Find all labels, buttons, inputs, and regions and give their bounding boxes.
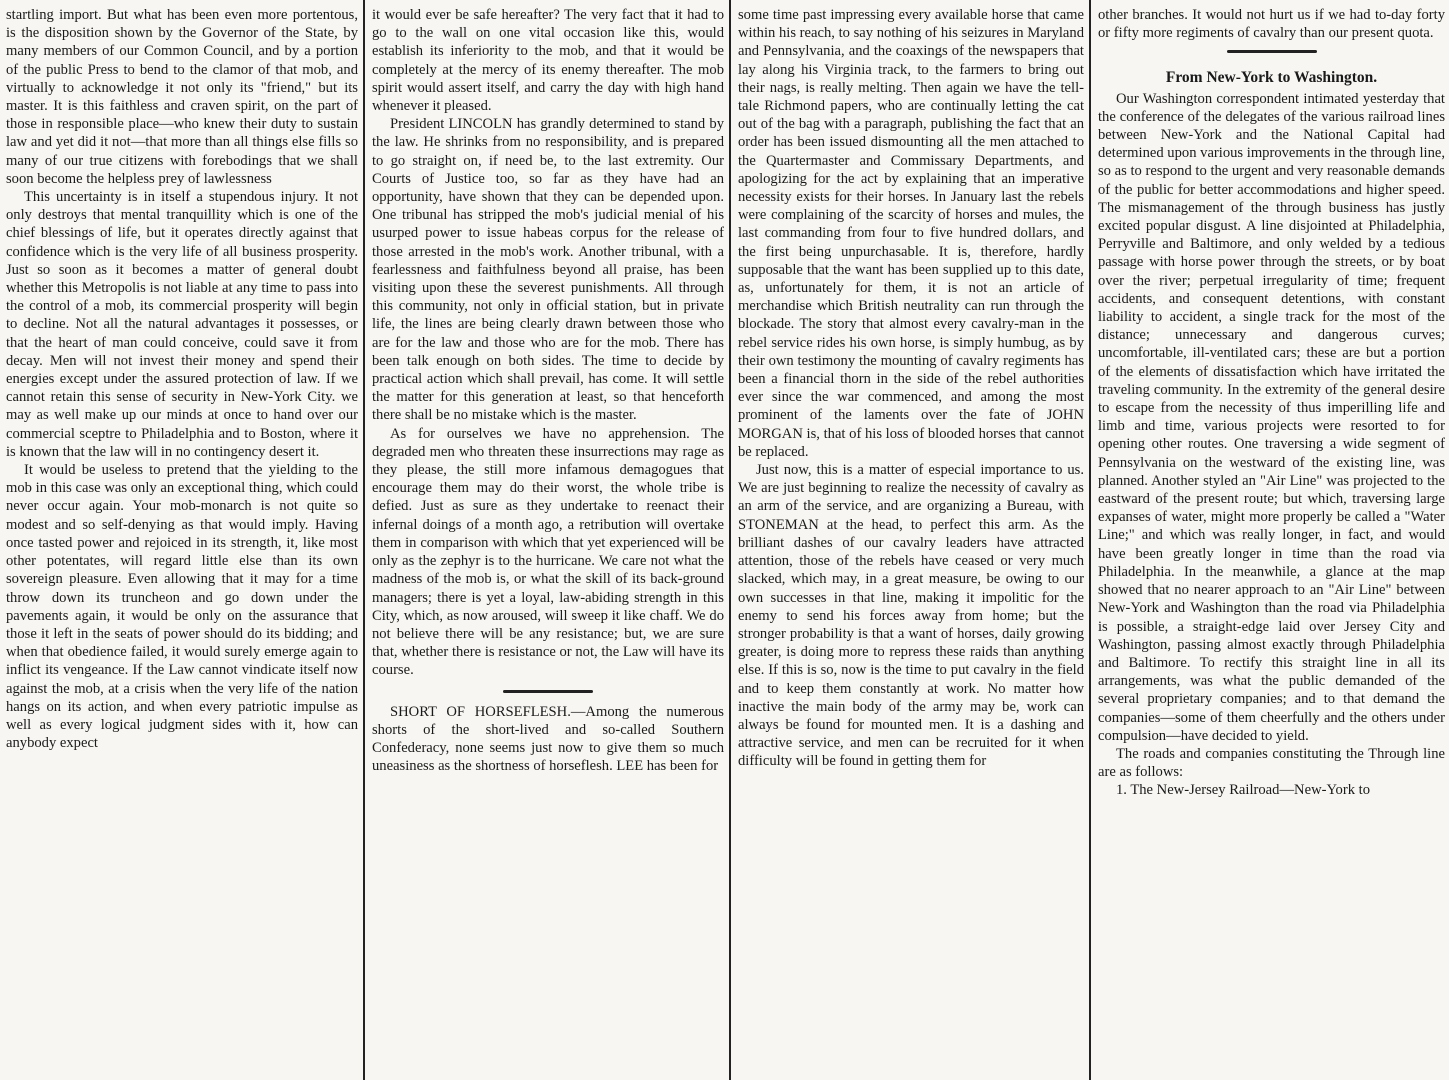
article-paragraph: As for ourselves we have no apprehension. The degraded men who threaten these insurrections may rage as they please, the still more infamous demagogues that encourage them may do their worst, the whole tribe is defied. Just as sure as they undertake to reenact their infernal doings of a month ago, a retribution will overtake them in comparison with which that yet experienced will be only as the zephyr is to the hurricane. We care not what the madness of the mob is, or what the skill of its back-ground managers; there is yet a loyal, law-abiding strength in this City, which, as now aroused, will sweep it like chaff. We do not believe there will be any resistance; but, we are sure that, whether there is resistance or not, the Law will have its course. — [372, 425, 724, 679]
column-rule — [363, 0, 365, 1080]
article-paragraph: SHORT OF HORSEFLESH.—Among the numerous shorts of the short-lived and so-called Southern Confederacy, none seems just now to give them so much uneasiness as the shortness of horseflesh. LEE has been for — [372, 703, 724, 775]
section-divider — [503, 690, 593, 693]
column-1 — [0, 0, 362, 1080]
column-2 — [366, 0, 728, 1080]
article-paragraph: Our Washington correspondent intimated yesterday that the conference of the delegates of the various railroad lines between New-York and the National Capital had determined upon various improvements in the through line, so as to respond to the urgent and very reasonable demands of the public for better accommodations and higher speed. The mismanagement of the through business has justly excited popular disgust. A line disjointed at Philadelphia, Perryville and Baltimore, and only welded by a tedious passage with horse power through the streets, or by boat over the river; perpetual irregularity of time; frequent accidents, and consequent detentions, with constant liability to accident, a single track for the most of the distance; unnecessary and dangerous curves; uncomfortable, ill-ventilated cars; these are but a portion of the elements of dissatisfaction which have irritated the traveling community. In the extremity of the general desire to escape from the necessity of thus imperilling life and limb and time, various projects were resorted to for opening other routes. One traversing a wide segment of Pennsylvania on the westward of the existing line, was planned. Another styled an "Air Line" was projected to the eastward of the present route; but which, traversing large expanses of water, might more properly be called a "Water Line;" and which was really longer, in fact, and would have been greatly longer in time than the road via Philadelphia. In the meanwhile, a glance at the map showed that no nearer approach to an "Air Line" between New-York and Washington than the road via Philadelphia is possible, a straight-edge laid over Jersey City and Washington, passing almost exactly through Philadelphia and Baltimore. To rectify this straight line in all its arrangements, was what the public demanded of the several proprietary companies; and to that demand the companies—some of them cheerfully and the others under compulsion—have decided to yield. — [1098, 90, 1445, 744]
section-divider — [1227, 50, 1317, 53]
article-paragraph: some time past impressing every available horse that came within his reach, to say nothing of his seizures in Maryland and Pennsylvania, and the coaxings of the newspapers that lay along his Virginia track, to the farmers to bring out their nags, is really melting. Then again we have the tell-tale Richmond papers, who are continually letting the cat out of the bag with a paragraph, publishing the fact that an order has been issued dismounting all the men attached to the Quartermaster and Commissary Departments, and apologizing for the act by explaining that an imperative necessity exists for their horses. In January last the rebels were complaining of the scarcity of horses and mules, the last commanding from four to five hundred dollars, and the first being unpurchasable. It is, therefore, hardly supposable that the want has been supplied up to this date, as, unfortunately for them, it is not an article of merchandise which British neutrality can run through the blockade. The story that almost every cavalry-man in the rebel service rides his own horse, is simply humbug, as by their own testimony the mounting of cavalry regiments has been a financial thorn in the side of the rebel authorities ever since the war commenced, and among the most prominent of the laments over the fate of JOHN MORGAN is, that of his loss of blooded horses that cannot be replaced. — [738, 7, 1084, 460]
article-headline: From New-York to Washington. — [1165, 69, 1378, 87]
column-rule — [729, 0, 731, 1080]
article-paragraph: President LINCOLN has grandly determined to stand by the law. He shrinks from no responsibility, and is prepared to go straight on, if need be, to the last extremity. Our Courts of Justice too, so far as they have had an opportunity, have shown that they can be depended upon. One tribunal has stripped the mob's judicial menial of his usurped power to issue habeas corpus for the release of those arrested in the mob's work. Another tribunal, with a fearlessness and faithfulness beyond all praise, has been visiting upon these the severest punishments. All through this community, not only in official station, but in private life, the lines are being clearly drawn between those who are for the law and those who are for the mob. There has been talk enough on both sides. The time to decide by practical action which shall prevail, has come. It will settle the matter for this generation at least, so that henceforth there shall be no mistake which is the master. — [372, 116, 724, 424]
article-paragraph: it would ever be safe hereafter? The very fact that it had to go to the wall on one vital occasion like this, would establish its inferiority to the mob, and that it would be completely at the mercy of its enemy thereafter. The mob spirit would assert itself, and carry the day with high hand whenever it pleased. — [372, 7, 724, 115]
article-paragraph: The roads and companies constituting the Through line are as follows: — [1098, 745, 1445, 781]
column-4 — [1092, 0, 1449, 1080]
article-paragraph: other branches. It would not hurt us if we had to-day forty or fifty more regiments of cavalry than our present quota. — [1098, 7, 1445, 42]
article-paragraph: Just now, this is a matter of especial importance to us. We are just beginning to realize the necessity of cavalry as an arm of the service, and are organizing a Bureau, with STONEMAN at the head, to perfect this arm. As the brilliant dashes of our cavalry leaders have attracted attention, those of the rebels have ceased or very much slacked, which may, in a great measure, be owing to our own successes in that line, making it impolitic for the enemy to send his forces away from home; but the stronger probability is that a want of horses, daily growing greater, is doing more to repress these raids than anything else. If this is so, now is the time to put cavalry in the field and to keep them constantly at work. No matter how inactive the main body of the army may be, work can always be found for mounted men. It is a dashing and attractive service, and men can be recruited for it when difficulty will be found in getting them for — [738, 462, 1084, 770]
article-paragraph: It would be useless to pretend that the yielding to the mob in this case was only an exceptional thing, which could never occur again. Your mob-monarch is not quite so modest and so self-denying as that would imply. Having once tasted power and rejoiced in its strength, it, like most other potentates, will regard little else than its own sovereign pleasure. Even allowing that it may for a time throw down its truncheon and go down under the pavements again, it would be only on the assurance that those it left in the seats of power should do its bidding; and when that obedience failed, it would surely emerge again to inflict its vengeance. If the Law cannot vindicate itself now against the mob, at a crisis when the very life of the nation hangs on its action, and when every patriotic impulse as well as every logical judgment sides with it, how can anybody expect — [6, 462, 358, 752]
article-paragraph: startling import. But what has been even more portentous, is the disposition shown by the Governor of the State, by many members of our Common Council, and by a portion of the public Press to bend to the clamor of that mob, and virtually to acknowledge it not only its "friend," but its master. It is this faithless and craven spirit, on the part of those in responsible place—who knew their duty to sustain law and yet did it not—that more than all things else fills so many of our true citizens with forebodings that we shall soon become the helpless prey of lawlessness — [6, 7, 358, 187]
column-rule — [1089, 0, 1091, 1080]
article-paragraph: This uncertainty is in itself a stupendous injury. It not only destroys that mental tranquillity which is one of the chief blessings of life, but it operates directly against that confidence which is the very life of all business prosperity. Just so soon as it becomes a matter of general doubt whether this Metropolis is not liable at any time to pass into the control of a mob, its commercial prosperity will begin to decline. Not all the natural advantages it possesses, or that the heart of man could conceive, could save it from decay. Men will not invest their money and spend their energies except under the assured protection of law. If we cannot retain this sense of security in New-York City. we may as well make up our minds at once to hand over our commercial sceptre to Philadelphia and to Boston, where it is known that the law will in no contingency desert it. — [6, 189, 358, 460]
column-3 — [732, 0, 1088, 1080]
article-paragraph: 1. The New-Jersey Railroad—New-York to — [1116, 782, 1370, 799]
